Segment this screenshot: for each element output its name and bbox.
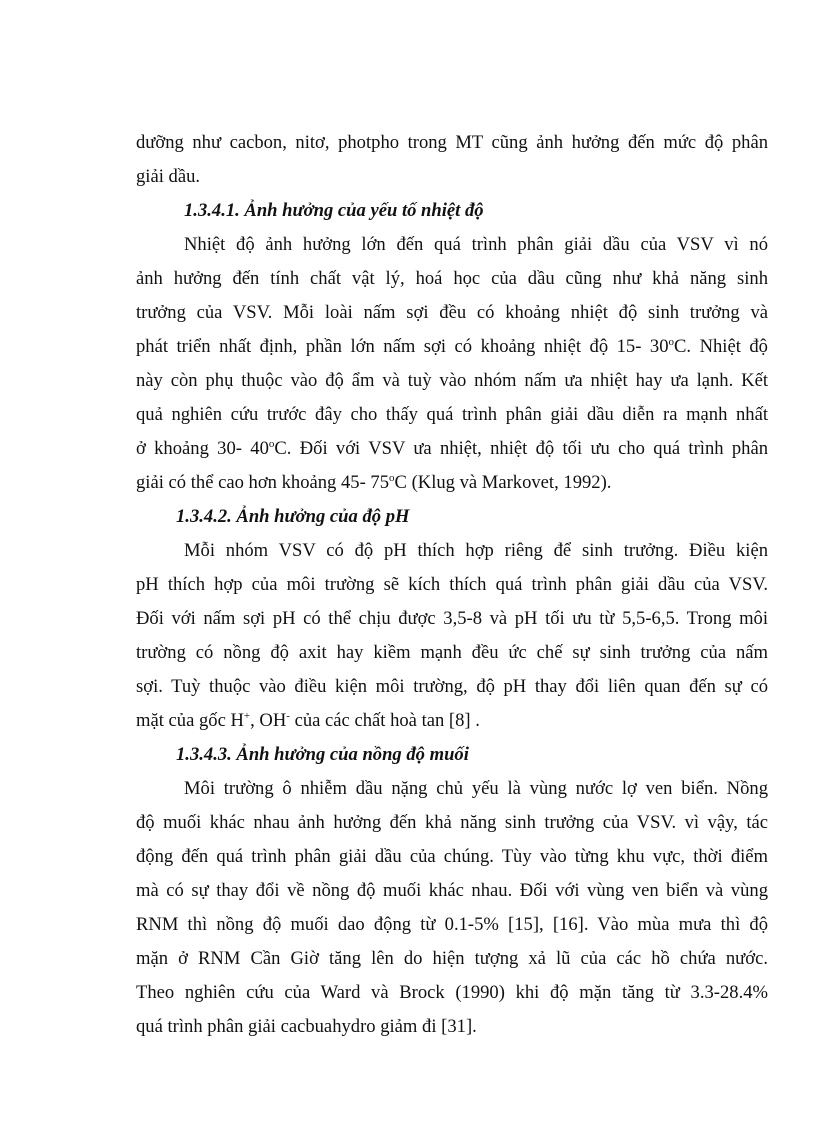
paragraph-line: mà có sự thay đổi về nồng độ muối khác nhau. Đối với vùng ven biển và vùng (136, 880, 768, 901)
text-run: giải có thể cao hơn khoảng 45- 75 (136, 472, 390, 493)
paragraph-line (136, 335, 768, 359)
text-run: C. Nhiệt độ (674, 336, 768, 357)
degree-superscript: o (668, 336, 675, 348)
paragraph-line: Nhiệt độ ảnh hưởng lớn đến quá trình phân giải dầu của VSV vì nó (184, 234, 768, 255)
degree-superscript: o (268, 438, 275, 450)
paragraph-line: dưỡng như cacbon, nitơ, photpho trong MT cũng ảnh hưởng đến mức độ phân (136, 132, 768, 153)
text-run: phát triển nhất định, phần lớn nấm sợi có khoảng nhiệt độ 15- 30 (136, 336, 669, 357)
paragraph-line: độ muối khác nhau ảnh hưởng đến khả năng sinh trưởng của VSV. vì vậy, tác (136, 812, 768, 833)
paragraph-line: sợi. Tuỳ thuộc vào điều kiện môi trường, độ pH thay đổi liên quan đến sự có (136, 676, 768, 697)
paragraph-line: Môi trường ô nhiễm dầu nặng chủ yếu là vùng nước lợ ven biển. Nồng (184, 778, 768, 799)
paragraph-line: trường có nồng độ axit hay kiềm mạnh đều ức chế sự sinh trưởng của nấm (136, 642, 768, 663)
paragraph-line: này còn phụ thuộc vào độ ẩm và tuỳ vào nhóm nấm ưa nhiệt hay ưa lạnh. Kết (136, 370, 768, 391)
text-run: C. Đối với VSV ưa nhiệt, nhiệt độ tối ưu cho quá trình phân (274, 438, 768, 459)
paragraph-line: Mỗi nhóm VSV có độ pH thích hợp riêng để sinh trưởng. Điều kiện (184, 540, 768, 561)
minus-superscript: - (286, 710, 290, 722)
text-run: , OH (250, 710, 287, 731)
text-run: của các chất hoà tan [8] . (289, 710, 480, 731)
text-run: C (Klug và Markovet, 1992). (394, 472, 612, 493)
text-run: mặt của gốc H (136, 710, 244, 731)
text-run: ở khoảng 30- 40 (136, 438, 269, 459)
paragraph-line: RNM thì nồng độ muối dao động từ 0.1-5% [15], [16]. Vào mùa mưa thì độ (136, 914, 768, 935)
paragraph-line: ảnh hưởng đến tính chất vật lý, hoá học của dầu cũng như khả năng sinh (136, 268, 768, 289)
paragraph-line: mặn ở RNM Cần Giờ tăng lên do hiện tượng xả lũ của các hồ chứa nước. (136, 948, 768, 969)
paragraph-line (136, 471, 768, 495)
paragraph-line: quá trình phân giải cacbuahydro giảm đi [31]. (136, 1016, 477, 1037)
paragraph-line (136, 437, 768, 461)
paragraph-line: Theo nghiên cứu của Ward và Brock (1990) khi độ mặn tăng từ 3.3-28.4% (136, 982, 768, 1003)
section-heading: 1.3.4.2. Ảnh hưởng của độ pH (176, 506, 410, 527)
degree-superscript: o (389, 472, 395, 484)
section-heading: 1.3.4.1. Ảnh hưởng của yếu tố nhiệt độ (184, 200, 484, 221)
paragraph-line: trưởng của VSV. Mỗi loài nấm sợi đều có khoảng nhiệt độ sinh trưởng và (136, 302, 768, 323)
paragraph-line: giải dầu. (136, 166, 201, 187)
paragraph-line (136, 709, 768, 733)
paragraph-line: Đối với nấm sợi pH có thể chịu được 3,5-8 và pH tối ưu từ 5,5-6,5. Trong môi (136, 608, 768, 629)
paragraph-line: quả nghiên cứu trước đây cho thấy quá trình phân giải dầu diễn ra mạnh nhất (136, 404, 768, 425)
plus-superscript: + (243, 710, 251, 722)
section-heading: 1.3.4.3. Ảnh hưởng của nồng độ muối (176, 744, 469, 765)
paragraph-line: động đến quá trình phân giải dầu của chúng. Tùy vào từng khu vực, thời điểm (136, 846, 768, 867)
paragraph-line: pH thích hợp của môi trường sẽ kích thích quá trình phân giải dầu của VSV. (136, 574, 768, 595)
